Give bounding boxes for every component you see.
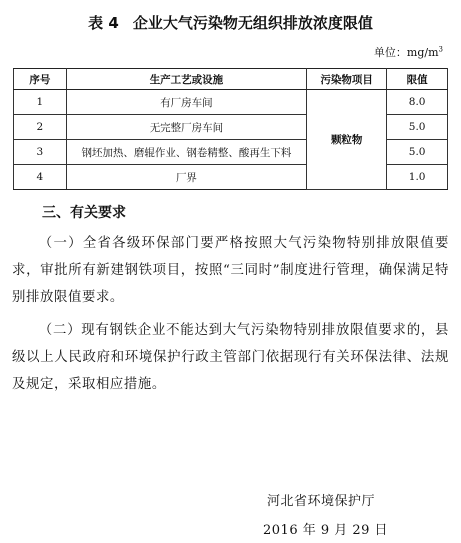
- table-row: [14, 90, 448, 115]
- unit-superscript: 3: [438, 45, 443, 54]
- table-header-row: [14, 69, 448, 90]
- cell-process: 有厂房车间: [66, 90, 306, 115]
- header-pollutant: 污染物项目: [307, 69, 387, 90]
- emission-limits-table: [13, 68, 448, 190]
- unit-label: [374, 44, 443, 60]
- table-number: 表 4: [88, 14, 119, 32]
- cell-limit: 5.0: [387, 140, 448, 165]
- section-heading: 三、有关要求: [42, 205, 126, 221]
- cell-process: 钢坯加热、磨辊作业、钢卷精整、酸再生下料: [66, 140, 306, 165]
- header-no: 序号: [14, 69, 67, 90]
- cell-limit: 8.0: [387, 90, 448, 115]
- signature-org: 河北省环境保护厅: [267, 494, 376, 509]
- requirement-paragraph-1: （一）全省各级环保部门要严格按照大气污染物特别排放限值要求，审批所有新建钢铁项目，按照“三同时”制度进行管理，确保满足特别排放限值要求。: [12, 236, 449, 305]
- cell-limit: 5.0: [387, 115, 448, 140]
- table-title-text: 企业大气污染物无组织排放浓度限值: [132, 14, 373, 32]
- cell-no: 4: [14, 165, 67, 190]
- cell-limit: 1.0: [387, 165, 448, 190]
- cell-process: 厂界: [66, 165, 306, 190]
- signature-date: 2016 年 9 月 29 日: [263, 523, 389, 538]
- unit-label-text: 单位：mg/m: [373, 46, 439, 59]
- table-title: [0, 12, 461, 33]
- cell-process: 无完整厂房车间: [66, 115, 306, 140]
- requirement-paragraph-2: （二）现有钢铁企业不能达到大气污染物特别排放限值要求的，县级以上人民政府和环境保护行政主管部门依据现行有关环保法律、法规及规定，采取相应措施。: [12, 323, 449, 392]
- cell-no: 3: [14, 140, 67, 165]
- header-limit: 限值: [387, 69, 448, 90]
- header-process: 生产工艺或设施: [66, 69, 306, 90]
- cell-no: 1: [14, 90, 67, 115]
- cell-no: 2: [14, 115, 67, 140]
- cell-pollutant: 颗粒物: [307, 90, 387, 190]
